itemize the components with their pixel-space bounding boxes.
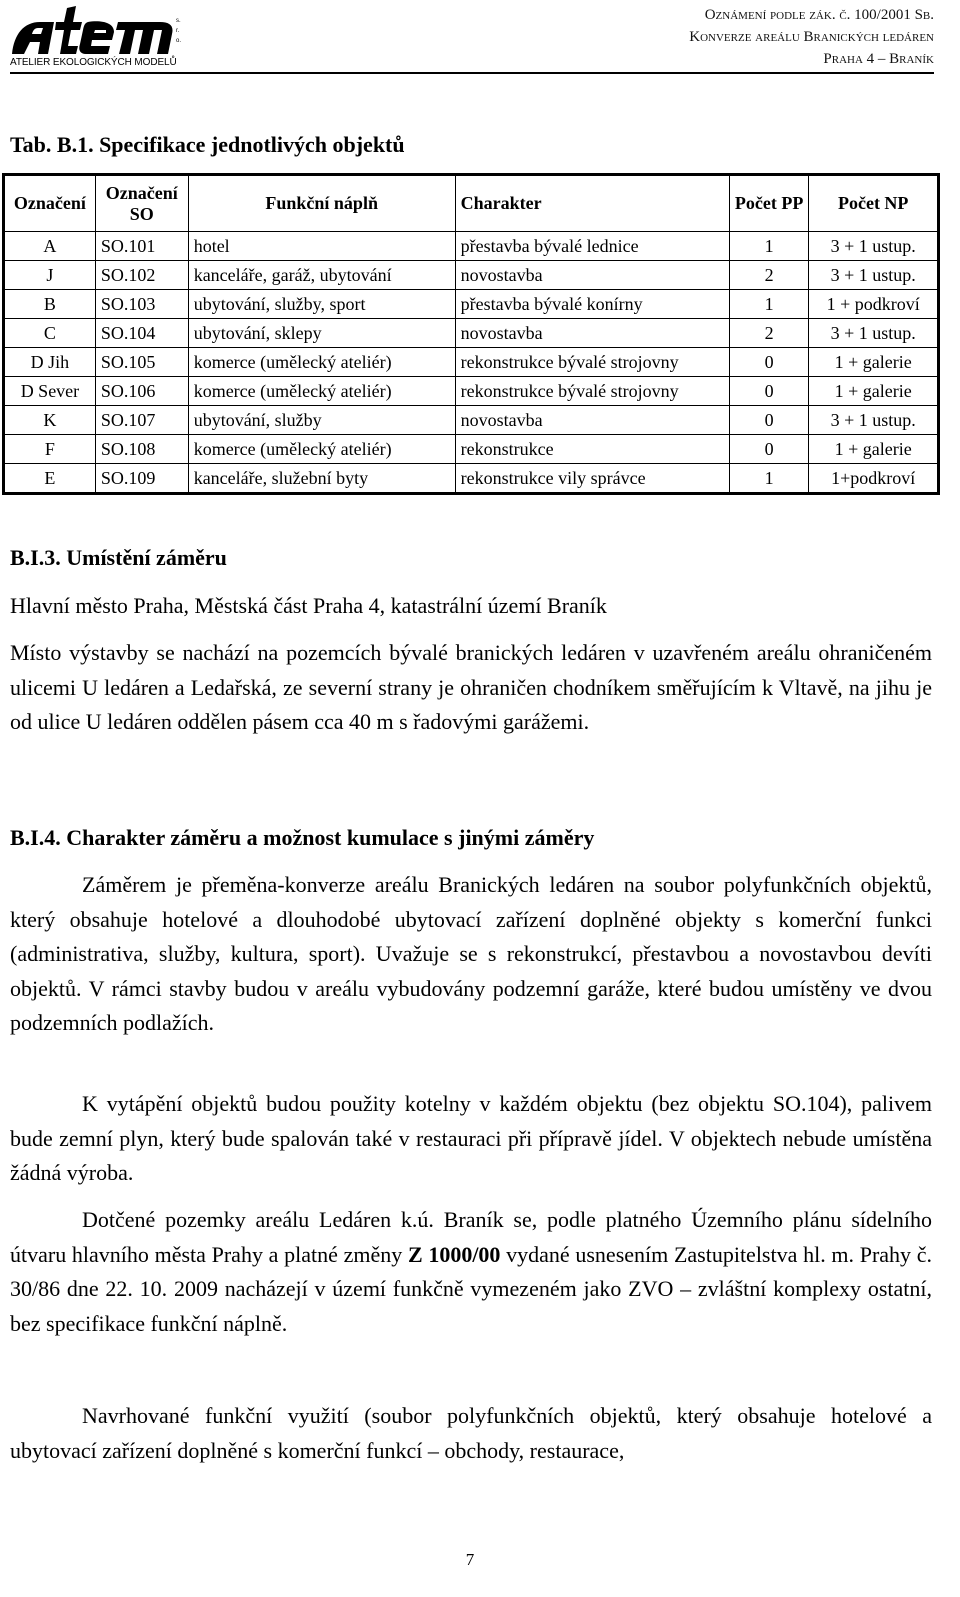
table-cell: 1 [729, 290, 809, 319]
table-cell: 1 + podkroví [809, 290, 939, 319]
table-header-row [4, 175, 939, 232]
col-header: Označení [4, 175, 96, 232]
svg-text:s.: s. [176, 18, 181, 24]
table-cell: SO.108 [95, 435, 188, 464]
table-row [4, 319, 939, 348]
table-cell: novostavba [455, 261, 729, 290]
paragraph-text: Dotčené pozemky areálu Ledáren k.ú. Braník se, podle platného Územního plánu sídelního útvaru hlavního města Prahy a platné změny [10, 1207, 932, 1267]
table-row [4, 406, 939, 435]
table-cell: E [4, 464, 96, 494]
table-cell: kanceláře, garáž, ubytování [188, 261, 455, 290]
location-description-paragraph: Místo výstavby se nachází na pozemcích bývalé branických ledáren v uzavřeném areálu ohraničeném ulicemi U ledáren a Ledařská, ze severní strany je ohraničen chodníkem směřujícím k Vltavě, na jihu je od ulice U ledáren oddělen pásem cca 40 m s řadovými garážemi. [10, 640, 932, 735]
table-cell: B [4, 290, 96, 319]
table-cell: F [4, 435, 96, 464]
page-number: 7 [465, 1550, 475, 1569]
table-cell: SO.103 [95, 290, 188, 319]
col-header: Počet NP [809, 175, 939, 232]
table-row [4, 261, 939, 290]
atem-logo [10, 2, 185, 70]
table-cell: K [4, 406, 96, 435]
table-cell: rekonstrukce bývalé strojovny [455, 377, 729, 406]
atem-logo-icon [10, 2, 185, 58]
table-cell: 2 [729, 319, 809, 348]
table-cell: rekonstrukce bývalé strojovny [455, 348, 729, 377]
svg-text:r.: r. [176, 28, 180, 34]
section-heading-location: B.I.3. Umístění záměru [10, 545, 227, 570]
svg-text:o.: o. [176, 38, 182, 44]
table-cell: 0 [729, 435, 809, 464]
table-cell: kanceláře, služební byty [188, 464, 455, 494]
table-cell: SO.107 [95, 406, 188, 435]
table-cell: přestavba bývalé lednice [455, 232, 729, 261]
table-cell: 3 + 1 ustup. [809, 232, 939, 261]
table-cell: SO.102 [95, 261, 188, 290]
table-cell: novostavba [455, 406, 729, 435]
table-cell: SO.109 [95, 464, 188, 494]
col-header: Funkční náplň [188, 175, 455, 232]
table-cell: 1 [729, 232, 809, 261]
table-row [4, 232, 939, 261]
table-cell: 0 [729, 348, 809, 377]
table-cell: 1 + galerie [809, 377, 939, 406]
table-cell: A [4, 232, 96, 261]
table-row [4, 348, 939, 377]
section-heading-character: B.I.4. Charakter záměru a možnost kumulace s jinými záměry [10, 825, 595, 850]
table-cell: D Jih [4, 348, 96, 377]
table-cell: SO.101 [95, 232, 188, 261]
table-title: Tab. B.1. Specifikace jednotlivých objektů [10, 132, 405, 157]
logo-caption: ATELIER EKOLOGICKÝCH MODELŮ [10, 57, 177, 68]
header-divider [10, 72, 934, 74]
table-row [4, 435, 939, 464]
table-cell: přestavba bývalé konírny [455, 290, 729, 319]
table-cell: SO.104 [95, 319, 188, 348]
col-header: Charakter [455, 175, 729, 232]
table-cell: hotel [188, 232, 455, 261]
table-cell: 3 + 1 ustup. [809, 406, 939, 435]
table-cell: 1+podkroví [809, 464, 939, 494]
table-cell: komerce (umělecký ateliér) [188, 348, 455, 377]
table-cell: SO.105 [95, 348, 188, 377]
paragraph-text: vydané usnesením Zastupitelstva hl. m. Prahy č. 30/86 dne 22. 10. 2009 nacházejí v území funkčně vymezeném jako ZVO – zvláštní komplexy ostatní, bez specifikace funkční náplně. [10, 1241, 933, 1336]
table-row [4, 290, 939, 319]
table-cell: komerce (umělecký ateliér) [188, 435, 455, 464]
table-cell: J [4, 261, 96, 290]
table-cell: ubytování, služby [188, 406, 455, 435]
table-cell: rekonstrukce vily správce [455, 464, 729, 494]
header-location-line: Praha 4 – Braník [823, 51, 934, 67]
objects-specification-table [2, 173, 940, 495]
table-cell: 1 [729, 464, 809, 494]
table-row [4, 464, 939, 494]
table-cell: 2 [729, 261, 809, 290]
col-header: Označení SO [95, 175, 188, 232]
table-cell: 3 + 1 ustup. [809, 261, 939, 290]
character-paragraph-4: Navrhované funkční využití (soubor polyfunkčních objektů, který obsahuje hotelové a ubytovací zařízení doplněné s komerční funkcí – obchody, restaurace, [10, 1403, 932, 1463]
table-cell: 0 [729, 406, 809, 435]
character-paragraph-3 [10, 1203, 932, 1341]
table-cell: 1 + galerie [809, 435, 939, 464]
table-cell: novostavba [455, 319, 729, 348]
character-paragraph-1: Záměrem je přeměna-konverze areálu Branických ledáren na soubor polyfunkčních objektů, který obsahuje hotelové a dlouhodobé ubytovací zařízení doplněné objekty s komerční funkci (administrativa, služby, kultura, sport). Uvažuje se s rekonstrukcí, přestavbou a novostavbou devíti objektů. V rámci stavby budou v areálu vybudovány podzemní garáže, které budou umístěny ve dvou podzemních podlažích. [10, 872, 932, 1036]
table-cell: 0 [729, 377, 809, 406]
table-cell: SO.106 [95, 377, 188, 406]
plan-change-number: Z 1000/00 [407, 1241, 501, 1267]
character-paragraph-2: K vytápění objektů budou použity kotelny v každém objektu (bez objektu SO.104), palivem bude zemní plyn, který bude spalován také v restauraci při přípravě jídel. V objektech nebude umístěna žádná výroba. [10, 1091, 932, 1186]
header-law-line: Oznámení podle zák. č. 100/2001 Sb. [704, 7, 934, 23]
header-project-line: Konverze areálu Branických ledáren [689, 29, 934, 45]
table-cell: rekonstrukce [455, 435, 729, 464]
table-cell: D Sever [4, 377, 96, 406]
document-header [689, 4, 934, 70]
table-cell: ubytování, sklepy [188, 319, 455, 348]
table-body [4, 232, 939, 494]
table-row [4, 377, 939, 406]
table-cell: ubytování, služby, sport [188, 290, 455, 319]
table-cell: 3 + 1 ustup. [809, 319, 939, 348]
col-header: Počet PP [729, 175, 809, 232]
table-cell: 1 + galerie [809, 348, 939, 377]
location-paragraph: Hlavní město Praha, Městská část Praha 4, katastrální území Braník [10, 593, 607, 618]
table-cell: C [4, 319, 96, 348]
table-cell: komerce (umělecký ateliér) [188, 377, 455, 406]
